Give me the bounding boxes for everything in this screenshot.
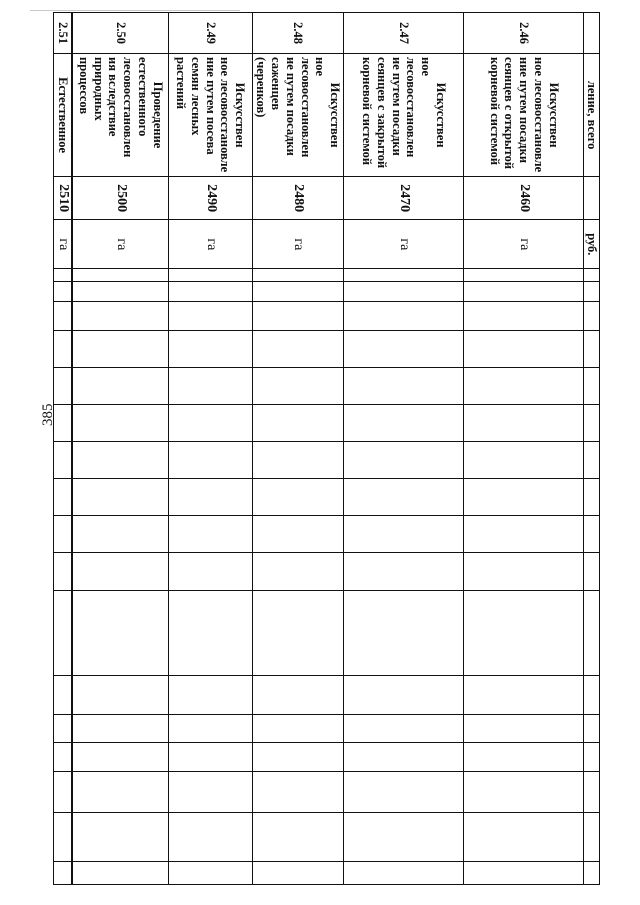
scan-edge-line [30,10,240,11]
row-name: Естественное [54,54,72,177]
row-unit: га [168,220,252,269]
header-cell-unit: руб. [584,220,600,269]
row-name: Искусствен ное лесовосстановле ние путем посева семян лесных растений [168,54,252,177]
row-number: 2.46 [464,13,584,54]
row-name: Искусствен ное лесовосстановле ние путем посадки сеянцев с открытой корневой системой [464,54,584,177]
forestry-report-table [54,12,601,885]
table-header-row [584,13,600,885]
row-name: Проведение естественного лесовосстановлен ия вследствие природных процессов [72,54,168,177]
row-number: 2.51 [54,13,72,54]
row-number: 2.49 [168,13,252,54]
table-row [464,13,584,885]
header-cell-num [584,13,600,54]
header-cell-name: ление, всего [584,54,600,177]
rotated-table-container [56,12,600,885]
row-number: 2.48 [252,13,344,54]
row-code: 2490 [168,177,252,220]
row-code: 2510 [54,177,72,220]
row-code: 2480 [252,177,344,220]
row-number: 2.47 [344,13,464,54]
row-code: 2500 [72,177,168,220]
row-number: 2.50 [72,13,168,54]
row-unit: га [464,220,584,269]
page-number: 385 [40,403,56,426]
table-row [72,13,168,885]
row-unit: га [344,220,464,269]
table-row [344,13,464,885]
header-cell-code [584,177,600,220]
row-unit: га [252,220,344,269]
row-code: 2460 [464,177,584,220]
row-unit: га [54,220,72,269]
row-name: Искусствен ное лесовосстановлен ие путем посадки сеянцев с закрытой корневой системой [344,54,464,177]
row-unit: га [72,220,168,269]
row-code: 2470 [344,177,464,220]
table-row [252,13,344,885]
table-row [168,13,252,885]
table-row [54,13,72,885]
row-name: Искусствен ное лесовосстановлен ие путем посадки саженцев (черенков) [252,54,344,177]
